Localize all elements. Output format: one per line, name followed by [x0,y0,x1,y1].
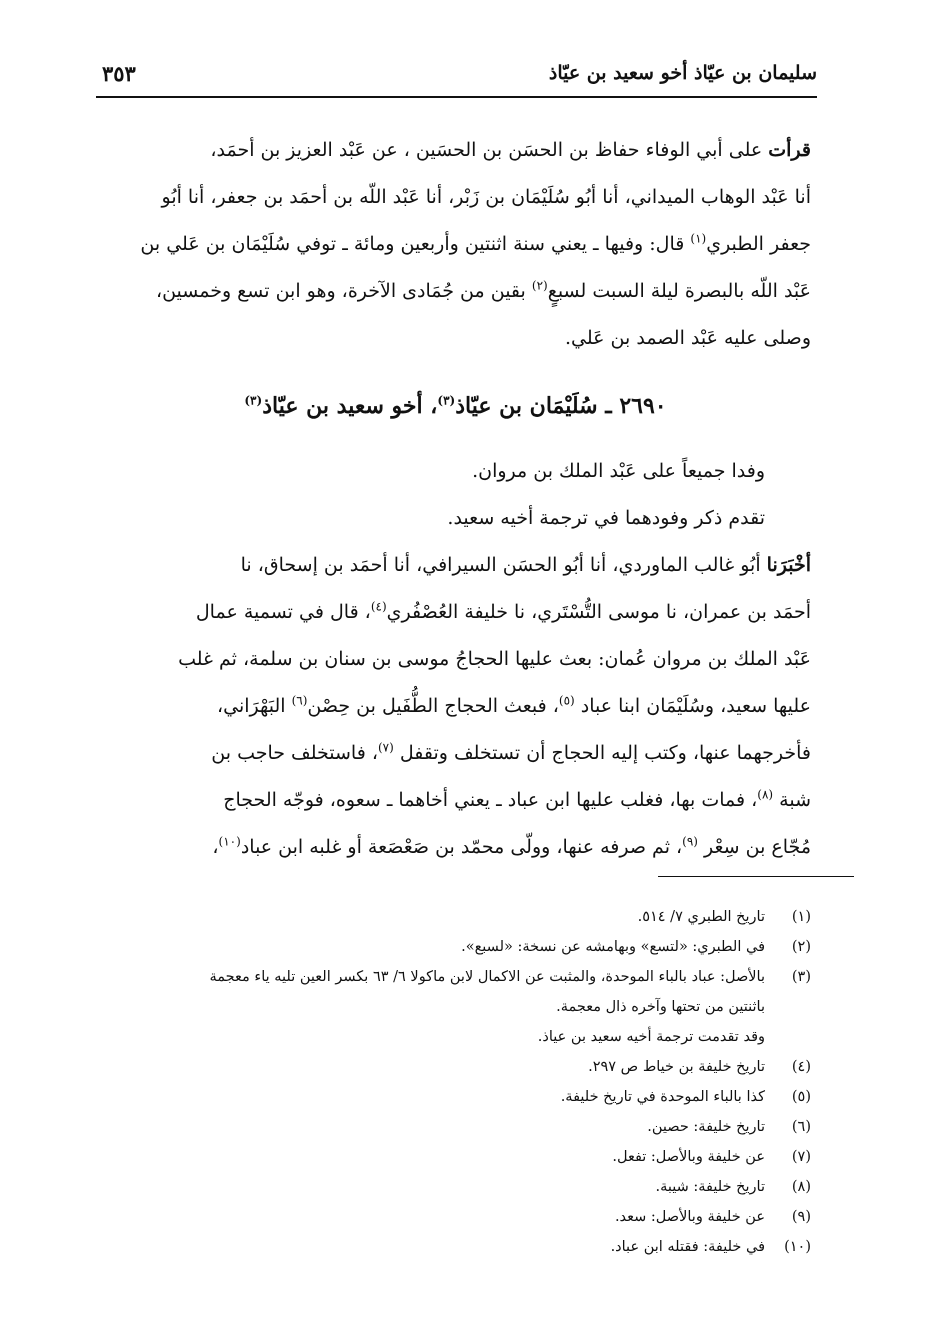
line-text: عَبْد اللّه بالبصرة ليلة السبت لسبعٍ [547,280,811,302]
line-text: ، فبعث الحجاج الطُّفَيل بن حِصْن [307,695,559,717]
footnote-continuation: وقد تقدمت ترجمة أخيه سعيد بن عياذ. [537,1029,765,1045]
footnote-ref: (٣) [437,393,456,408]
text-line [100,127,811,174]
paragraph-2 [100,448,811,871]
footnote-text: تاريخ خليفة: حصين. [647,1119,765,1135]
text-line: وصلى عليه عَبْد الصمد بن عَلي. [565,327,811,349]
footnote-ref: (٩) [682,834,698,849]
footnote [100,962,811,992]
footnote-number: (٢) [791,939,811,955]
paragraph-lead: أخْبَرَنا [766,554,811,576]
line-text: عليها سعيد، وسُلَيْمَان ابنا عباد [580,695,811,717]
footnote-text: كذا بالباء الموحدة في تاريخ خليفة. [560,1089,765,1105]
line-text: على أبي الوفاء حفاظ بن الحسَن بن الحسَين ، عن عَبْد العزيز بن أحمَد، [210,139,763,161]
footnote-divider [658,876,854,877]
footnote-ref: (٣) [244,393,263,408]
line-text: ، فمات بها، فغلب عليها ابن عباد ـ يعني أخاهما ـ سعوه، فوجّه الحجاج [223,789,758,811]
footnote-ref: (١٠) [218,834,241,849]
line-text: فأخرجهما عنها، وكتب إليه الحجاج أن تستخلف وتقفل [399,742,811,764]
line-text: ، قال في تسمية عمال [195,601,371,623]
footnotes [100,902,811,1262]
paragraph-1 [100,127,811,362]
footnote-number: (٣) [791,969,811,985]
footnote [100,1172,811,1202]
footnote-text: عن خليفة وبالأصل: تفعل. [612,1149,765,1165]
footnote-text: تاريخ خليفة بن خياط ص ٢٩٧. [588,1059,765,1075]
footnote-number: (٥) [791,1089,811,1105]
footnote-ref: (٤) [370,599,387,614]
footnote-ref: (٧) [377,740,394,755]
entry-title-part: ٢٦٩٠ ـ سُلَيْمَان بن عيّاذ [455,393,667,419]
footnote [100,932,811,962]
footnote [100,1202,811,1232]
text-line: أنا عَبْد الوهاب الميداني، أنا أبُو سُلَيْمَان بن زَبْر، أنا عَبْد اللّه بن أحمَد بن جعفر، أنا أبُو [161,186,811,208]
footnote-text: في الطبري: «لتسع» وبهامشه عن نسخة: «لسبع». [461,939,765,955]
running-title: سليمان بن عيّاذ أخو سعيد بن عيّاذ [548,62,817,84]
line-text: مُجّاع بن سِعْر [704,836,811,858]
footnote-ref: (٢) [531,278,548,293]
footnote-text: تاريخ خليفة: شيبة. [655,1179,765,1195]
line-text: أحمَد بن عمران، نا موسى التُّسْتَري، نا خليفة العُصْفُري [386,601,811,623]
text-line [100,589,811,636]
footnote-ref: (٨) [757,787,774,802]
entry-title-part: ، أخو سعيد بن عيّاذ [262,393,438,419]
page-number: ٣٥٣ [102,61,136,86]
line-text: ، ثم صرفه عنها، وولّى محمّد بن صَعْصَعة أو غلبه ابن عباد [240,836,683,858]
line-text: أبُو غالب الماوردي، أنا أبُو الحسَن السيرافي، أنا أحمَد بن إسحاق، نا [240,554,761,576]
footnote-number: (٨) [791,1179,811,1195]
line-text: البَهْرَاني، [216,695,286,717]
footnote-text: تاريخ الطبري ٧/ ٥١٤. [637,909,765,925]
line-text: قال: وفيها ـ يعني سنة اثنتين وأربعين ومائة ـ توفي سُلَيْمَان بن عَلي بن [140,233,685,255]
footnote [100,1082,811,1112]
footnote-continuation: باثنتين من تحتها وآخره ذال معجمة. [556,999,765,1015]
line-text: شبة [779,789,811,811]
footnote-text: عن خليفة وبالأصل: سعد. [614,1209,765,1225]
text-line [100,683,811,730]
footnote-number: (١) [791,909,811,925]
footnote [100,1052,811,1082]
footnote-ref: (٦) [291,693,308,708]
footnote [100,902,811,932]
footnote [100,1142,811,1172]
text-line [100,777,811,824]
footnote-text: في خليفة: فقتله ابن عباد. [610,1239,765,1255]
text-line [100,221,811,268]
footnote-text: بالأصل: عباد بالباء الموحدة، والمثبت عن الاكمال لابن ماكولا ٦/ ٦٣ بكسر العين تليه ياء معجمة [209,969,765,985]
text-line: وفدا جميعاً على عَبْد الملك بن مروان. [472,460,765,482]
footnote [100,1112,811,1142]
footnote-number: (١٠) [784,1239,811,1255]
paragraph-lead: قرأت [768,139,811,161]
page-header [96,58,817,98]
text-line [100,542,811,589]
text-line [100,268,811,315]
line-text: جعفر الطبري [706,233,811,255]
footnote-number: (٧) [791,1149,811,1165]
text-line: عَبْد الملك بن مروان عُمان: بعث عليها الحجاجُ موسى بن سنان بن سلمة، ثم غلب [178,648,811,670]
footnote-ref: (١) [690,231,707,246]
footnote-ref: (٥) [558,693,575,708]
entry-heading [100,386,811,426]
line-text: ، فاستخلف حاجب بن [211,742,378,764]
text-line [100,730,811,777]
line-text: ، [212,836,219,858]
line-text: بقين من جُمَادى الآخرة، وهو ابن تسع وخمسين، [155,280,526,302]
footnote [100,1232,811,1262]
text-line: تقدم ذكر وفودهما في ترجمة أخيه سعيد. [447,507,765,529]
footnote-number: (٩) [791,1209,811,1225]
footnote-number: (٦) [791,1119,811,1135]
footnote-number: (٤) [791,1059,811,1075]
text-line [100,824,811,871]
